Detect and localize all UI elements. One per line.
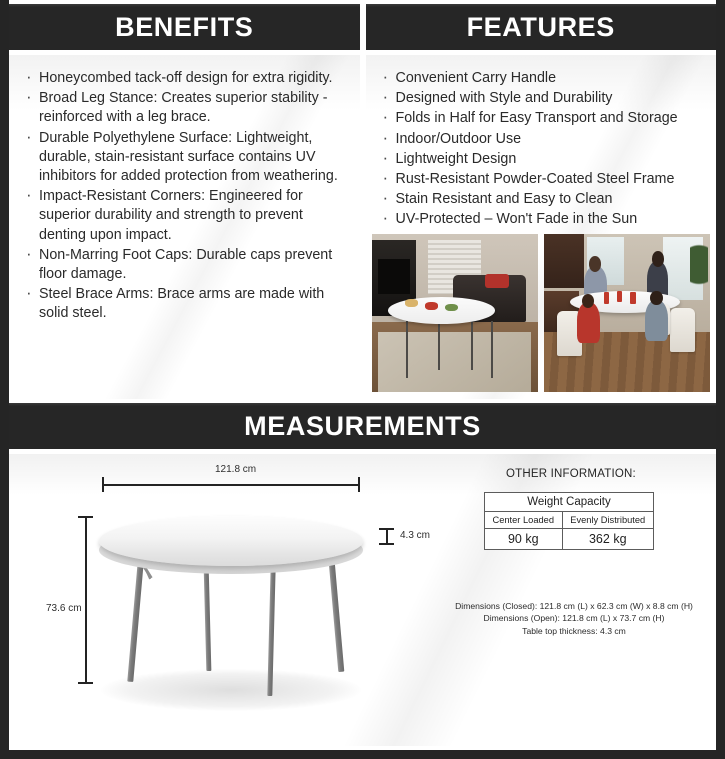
other-information-title: OTHER INFORMATION:	[506, 468, 636, 480]
list-item: · Honeycombed tack-off design for extra rigidity.	[25, 69, 352, 88]
table-row	[485, 512, 654, 529]
dimension-notes	[429, 600, 716, 637]
benefits-header-bar	[9, 4, 360, 50]
capacity-header-cell: Weight Capacity	[485, 493, 654, 512]
features-header-bar	[366, 4, 717, 50]
thickness-dimension-tick-top	[379, 528, 394, 530]
list-item: · UV-Protected – Won't Fade in the Sun	[382, 210, 709, 229]
list-item: · Durable Polyethylene Surface: Lightweight, durable, stain-resistant surface contains UV inhibitors for added protection from weathering.	[25, 129, 352, 187]
list-item: · Non-Marring Foot Caps: Durable caps prevent floor damage.	[25, 246, 352, 284]
table-leg-right	[328, 550, 345, 672]
list-item: · Rust-Resistant Powder-Coated Steel Frame	[382, 170, 709, 189]
photo-family-dining	[544, 234, 710, 392]
width-dimension-tick-right	[358, 477, 360, 492]
list-item: · Broad Leg Stance: Creates superior stability - reinforced with a leg brace.	[25, 89, 352, 127]
benefits-title: BENEFITS	[115, 11, 254, 42]
height-dimension-tick-bottom	[78, 682, 93, 684]
features-title: FEATURES	[466, 11, 615, 42]
content-columns	[9, 55, 716, 399]
width-dimension-rule	[102, 484, 360, 486]
features-list	[366, 55, 717, 230]
list-item: · Stain Resistant and Easy to Clean	[382, 190, 709, 209]
measurements-header-row	[9, 403, 716, 449]
list-item: · Folds in Half for Easy Transport and Storage	[382, 109, 709, 128]
table-leg-left	[127, 550, 144, 682]
list-item: · Convenient Carry Handle	[382, 69, 709, 88]
evenly-distributed-header-cell: Evenly Distributed	[562, 512, 653, 529]
note-line: Dimensions (Closed): 121.8 cm (L) x 62.3 cm (W) x 8.8 cm (H)	[455, 601, 693, 611]
benefits-list	[9, 55, 360, 324]
table-row	[485, 493, 654, 512]
note-line: Table top thickness: 4.3 cm	[522, 625, 626, 636]
weight-capacity-table	[484, 492, 654, 550]
center-loaded-header-cell: Center Loaded	[485, 512, 563, 529]
height-dimension-tick-top	[78, 516, 93, 518]
table-row	[485, 529, 654, 550]
height-dimension-rule	[85, 516, 87, 684]
thickness-dimension-tick-bottom	[379, 543, 394, 545]
width-dimension-tick-left	[102, 477, 104, 492]
list-item: · Impact-Resistant Corners: Engineered for superior durability and strength to prevent denting upon impact.	[25, 187, 352, 245]
note-line: Dimensions (Open): 121.8 cm (L) x 73.7 cm (H)	[483, 613, 665, 624]
table-leg-mid-left	[204, 566, 212, 671]
height-dimension-label: 73.6 cm	[46, 603, 82, 614]
photo-living-room	[372, 234, 538, 392]
thickness-dimension-label: 4.3 cm	[400, 530, 431, 541]
list-item: · Indoor/Outdoor Use	[382, 130, 709, 149]
center-loaded-value-cell: 90 kg	[485, 529, 563, 550]
width-dimension-label: 121.8 cm	[215, 464, 257, 475]
evenly-distributed-value-cell: 362 kg	[562, 529, 653, 550]
benefits-column	[9, 55, 360, 399]
list-item: · Lightweight Design	[382, 150, 709, 169]
list-item: · Designed with Style and Durability	[382, 89, 709, 108]
measurements-title: MEASUREMENTS	[244, 410, 481, 441]
table-top-surface	[99, 516, 363, 566]
measurements-header-bar	[9, 403, 716, 449]
section-header-row	[9, 4, 716, 50]
list-item: · Steel Brace Arms: Brace arms are made with solid steel.	[25, 285, 352, 323]
table-floor-shadow	[101, 669, 361, 711]
features-column	[366, 55, 717, 399]
lifestyle-photos	[372, 234, 711, 392]
measurements-panel	[9, 454, 716, 746]
